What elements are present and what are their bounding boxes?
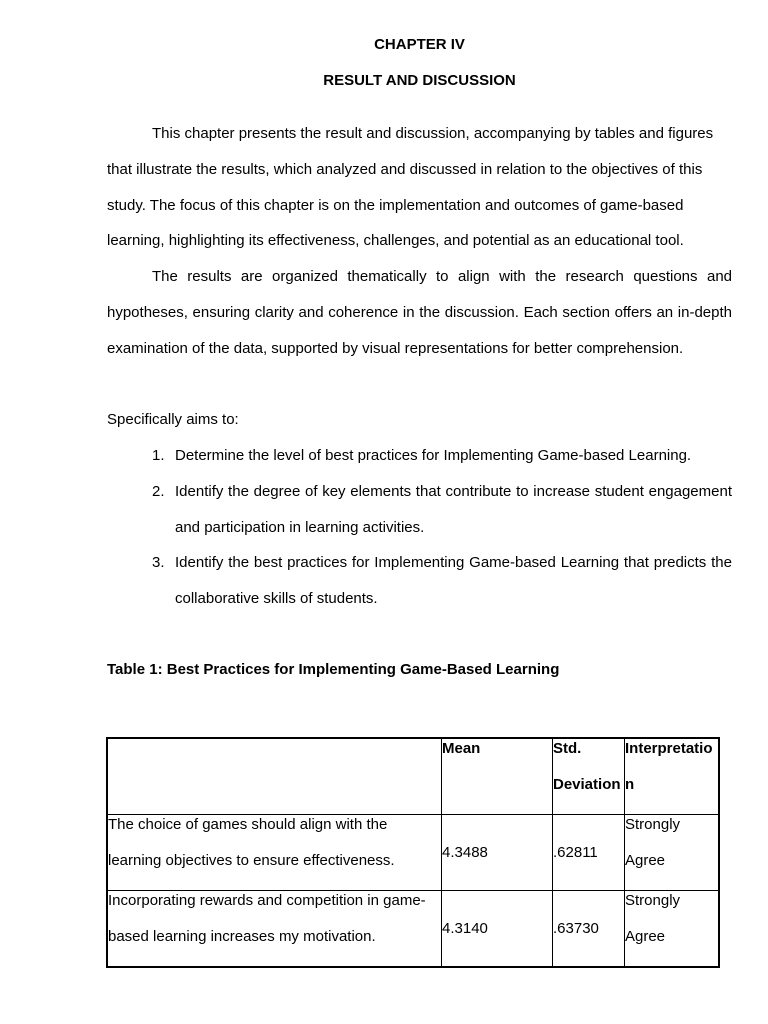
list-number: 2. bbox=[152, 482, 165, 500]
table-cell-interpretation: Strongly Agree bbox=[625, 891, 720, 968]
table-row bbox=[107, 891, 719, 968]
table-cell-mean: 4.3488 bbox=[442, 815, 553, 891]
intro-paragraph: This chapter presents the result and discussion, accompanying by tables and figures that illustrate the results, which analyzed and discussed in relation to the objectives of this study. The focus of this chapter is on the implementation and outcomes of game-based learning, highlighting its effectiveness, challenges, and potential as an educational tool. bbox=[107, 125, 714, 250]
list-item bbox=[107, 438, 732, 474]
table-header-row bbox=[107, 738, 719, 815]
section-heading: RESULT AND DISCUSSION bbox=[323, 72, 516, 89]
table-header-interpretation: Interpretation bbox=[625, 738, 720, 815]
table-cell-item: The choice of games should align with the learning objectives to ensure effectiveness. bbox=[107, 815, 442, 891]
aims-intro: Specifically aims to: bbox=[107, 411, 239, 428]
list-number: 1. bbox=[152, 447, 165, 464]
organization-paragraph: The results are organized thematically to align with the research questions and hypotheses, ensuring clarity and coherence in the discussion. Each section offers an in-depth examination of the data, supported by visual representations for better comprehension. bbox=[107, 268, 732, 357]
list-text: Identify the degree of key elements that contribute to increase student engagement and participation in learning activities. bbox=[175, 482, 732, 536]
table-cell-interpretation: Strongly Agree bbox=[625, 815, 720, 891]
list-item bbox=[107, 474, 732, 546]
table-cell-sd: .63730 bbox=[553, 891, 625, 968]
table-header-mean: Mean bbox=[442, 738, 553, 815]
table-title: Table 1: Best Practices for Implementing Game-Based Learning bbox=[107, 661, 560, 678]
aims-list bbox=[107, 438, 732, 617]
table-cell-sd: .62811 bbox=[553, 815, 625, 891]
list-item bbox=[107, 545, 732, 617]
table-header-sd: Std. Deviation bbox=[553, 738, 625, 815]
chapter-heading: CHAPTER IV bbox=[374, 36, 465, 53]
list-text: Identify the best practices for Implementing Game-based Learning that predicts the collaborative skills of students. bbox=[175, 554, 732, 608]
table-header-item bbox=[107, 738, 442, 815]
table-row bbox=[107, 815, 719, 891]
list-number: 3. bbox=[152, 554, 165, 572]
table-cell-item: Incorporating rewards and competition in game-based learning increases my motivation. bbox=[107, 891, 442, 968]
table-cell-mean: 4.3140 bbox=[442, 891, 553, 968]
results-table bbox=[106, 737, 720, 968]
list-text: Determine the level of best practices for Implementing Game-based Learning. bbox=[175, 447, 692, 464]
